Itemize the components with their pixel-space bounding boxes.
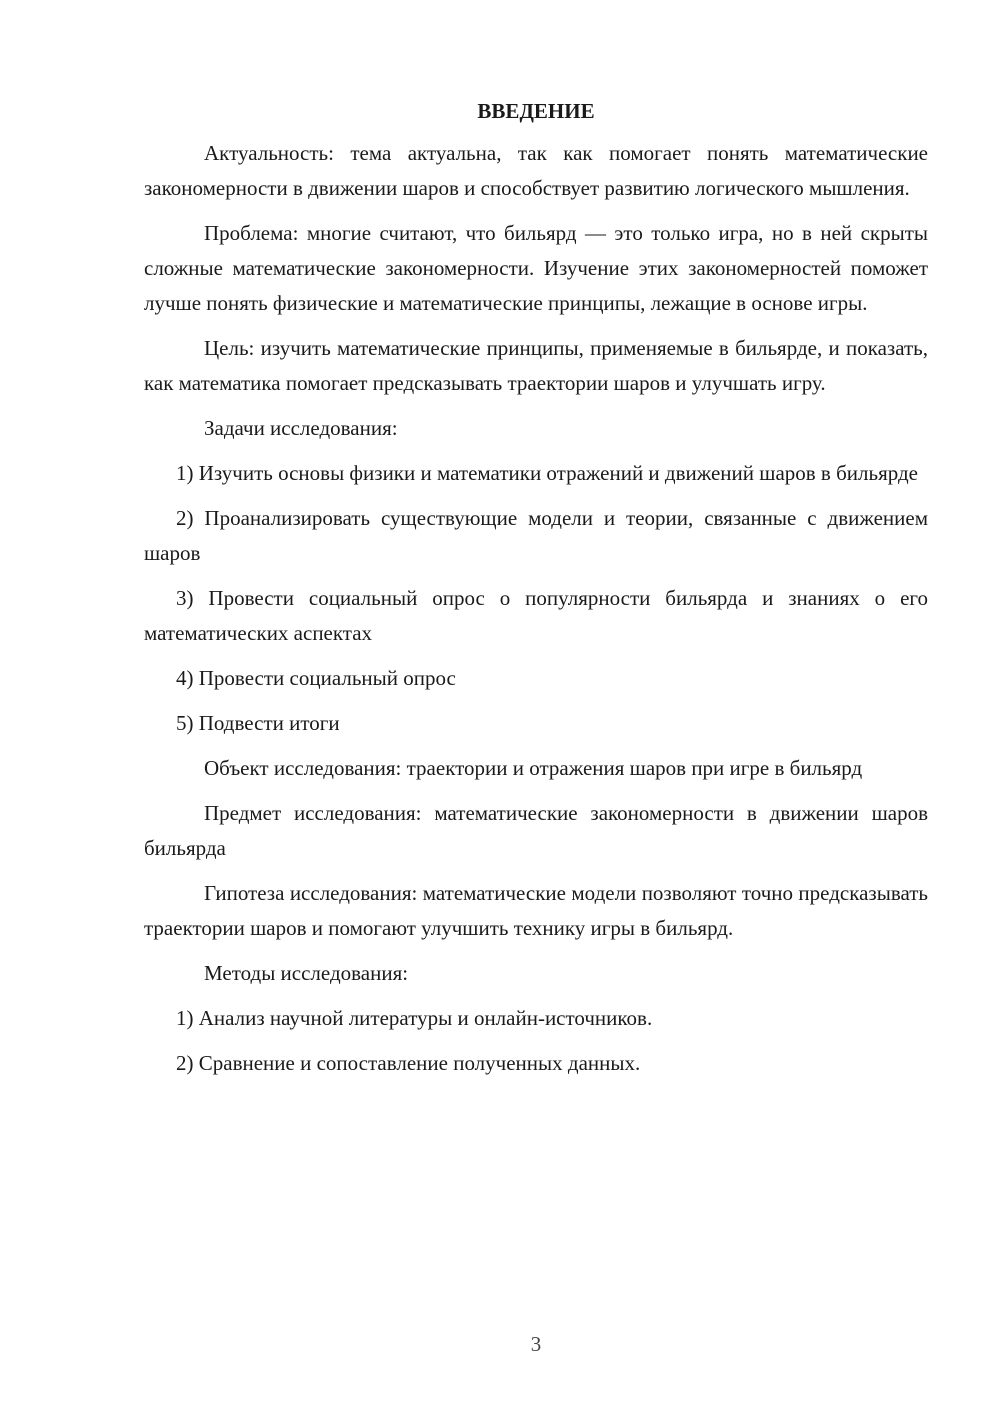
page-number: 3 [530,1332,542,1356]
subject-paragraph: Предмет исследования: математические закономерности в движении шаров бильярда [144,801,928,860]
problem-paragraph: Проблема: многие считают, что бильярд — это только игра, но в ней скрыты сложные математические закономерности. Изучение этих закономерностей поможет лучше понять физические и математические принципы, лежащие в основе игры. [144,221,928,315]
method-item-2: 2) Сравнение и сопоставление полученных данных. [176,1051,641,1075]
tasks-heading: Задачи исследования: [204,416,398,440]
document-page [144,96,928,1091]
task-item-1: 1) Изучить основы физики и математики отражений и движений шаров в бильярде [176,461,918,485]
hypothesis-paragraph: Гипотеза исследования: математические модели позволяют точно предсказывать траектории шаров и помогают улучшить технику игры в бильярд. [144,881,928,940]
task-item-2: 2) Проанализировать существующие модели и теории, связанные с движением шаров [144,506,928,565]
task-item-4: 4) Провести социальный опрос [176,666,456,690]
methods-heading: Методы исследования: [204,961,409,985]
task-item-3: 3) Провести социальный опрос о популярности бильярда и знаниях о его математических аспектах [144,586,928,645]
section-title: ВВЕДЕНИЕ [477,99,595,123]
goal-paragraph: Цель: изучить математические принципы, применяемые в бильярде, и показать, как математика помогает предсказывать траектории шаров и улучшать игру. [144,336,928,395]
task-item-5: 5) Подвести итоги [176,711,340,735]
method-item-1: 1) Анализ научной литературы и онлайн-источников. [176,1006,653,1030]
relevance-paragraph: Актуальность: тема актуальна, так как помогает понять математические закономерности в движении шаров и способствует развитию логического мышления. [144,141,928,200]
object-paragraph: Объект исследования: траектории и отражения шаров при игре в бильярд [204,756,863,780]
